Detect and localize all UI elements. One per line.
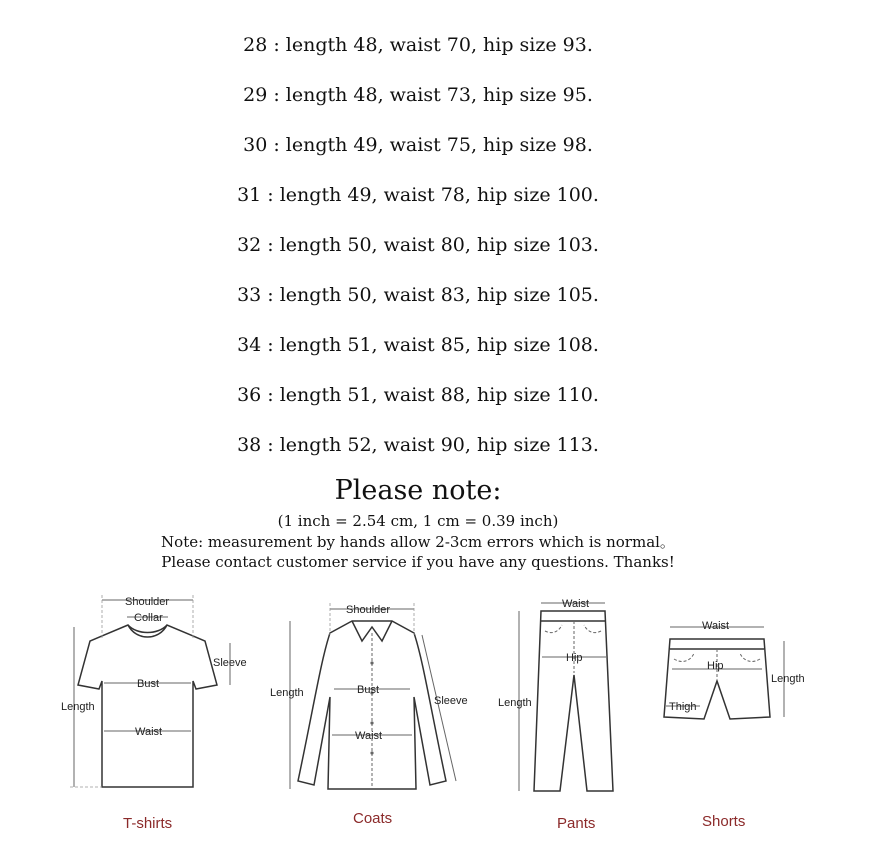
tshirt-diagram: [61, 595, 247, 832]
size-row-33: 33 : length 50, waist 83, hip size 105.: [237, 284, 599, 306]
shorts-label-thigh: Thigh: [669, 701, 697, 713]
tshirt-label-bust: Bust: [137, 678, 160, 690]
size-row-38: 38 : length 52, waist 90, hip size 113.: [237, 434, 599, 456]
tshirt-label-sleeve: Sleeve: [213, 657, 247, 669]
pants-label-hip: Hip: [566, 652, 583, 664]
size-row-31: 31 : length 49, waist 78, hip size 100.: [237, 184, 599, 206]
size-row-32: 32 : length 50, waist 80, hip size 103.: [237, 234, 599, 256]
size-row-34: 34 : length 51, waist 85, hip size 108.: [237, 334, 599, 356]
pants-label-length: Length: [498, 697, 532, 709]
shorts-caption: Shorts: [702, 813, 746, 830]
shorts-label-waist: Waist: [702, 620, 730, 632]
size-row-36: 36 : length 51, waist 88, hip size 110.: [237, 384, 599, 406]
note-title: Please note:: [334, 475, 502, 506]
size-row-30: 30 : length 49, waist 75, hip size 98.: [243, 134, 593, 156]
tshirt-outline-icon: [78, 625, 217, 787]
size-row-29: 29 : length 48, waist 73, hip size 95.: [243, 84, 593, 106]
tshirt-label-waist: Waist: [135, 726, 163, 738]
shorts-label-hip: Hip: [707, 660, 724, 672]
coat-label-shoulder: Shoulder: [346, 604, 391, 616]
unit-conversion-note: (1 inch = 2.54 cm, 1 cm = 0.39 inch): [277, 512, 559, 530]
pants-diagram: [498, 598, 613, 832]
contact-note: Please contact customer service if you have any questions. Thanks!: [161, 553, 675, 571]
shorts-diagram: [664, 620, 805, 830]
garment-measurement-diagrams: [0, 585, 889, 848]
coat-caption: Coats: [353, 810, 393, 827]
coat-diagram: [270, 603, 468, 827]
shorts-label-length: Length: [771, 673, 805, 685]
tshirt-label-collar: Collar: [134, 612, 163, 624]
pants-label-waist: Waist: [562, 598, 590, 610]
tshirt-label-length: Length: [61, 701, 95, 713]
coat-label-waist: Waist: [355, 730, 383, 742]
tshirt-caption: T-shirts: [123, 815, 173, 832]
size-row-28: 28 : length 48, waist 70, hip size 93.: [243, 34, 593, 56]
pants-caption: Pants: [557, 815, 596, 832]
coat-label-bust: Bust: [357, 684, 380, 696]
tshirt-label-shoulder: Shoulder: [125, 596, 170, 608]
coat-label-length: Length: [270, 687, 304, 699]
measurement-error-note: Note: measurement by hands allow 2-3cm errors which is normal。: [161, 533, 675, 551]
coat-label-sleeve: Sleeve: [434, 695, 468, 707]
